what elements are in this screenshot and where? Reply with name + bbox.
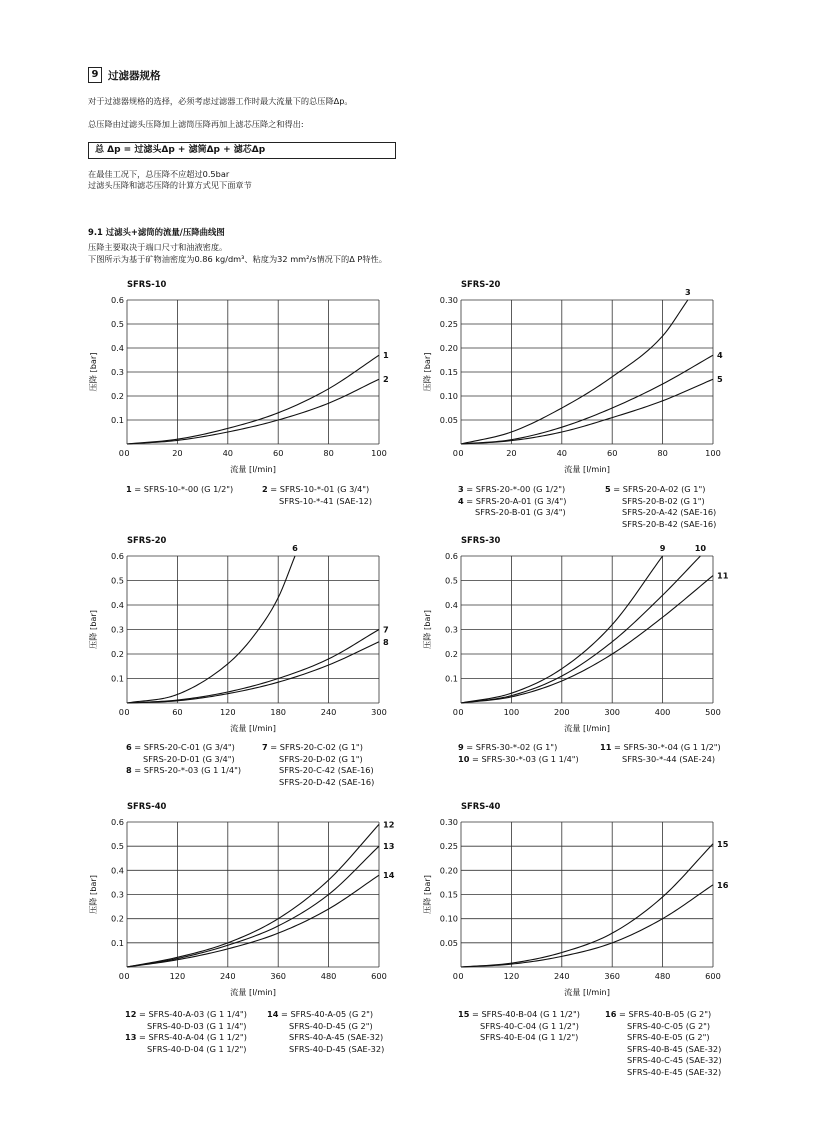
legend-column <box>126 484 233 496</box>
legend-entry-text: SFRS-30-*-44 (SAE-24) <box>622 753 716 764</box>
legend-entry <box>125 1032 247 1044</box>
legend-entry-text: = SFRS-10-*-00 (G 1/2") <box>131 484 234 494</box>
note-line-1: 在最佳工况下，总压降不应超过0.5bar <box>88 169 230 179</box>
chart-title: SFRS-20 <box>461 279 501 289</box>
series-line-1 <box>127 355 379 444</box>
legend-entry-text: SFRS-20-C-42 (SAE-16) <box>279 765 374 775</box>
legend-entry-text: = SFRS-20-A-02 (G 1") <box>610 484 706 494</box>
x-tick-label: 40 <box>556 448 568 458</box>
y-tick-label: 0.3 <box>444 624 458 635</box>
series-line-13 <box>127 846 379 967</box>
y-tick-label: 0.1 <box>110 673 124 684</box>
legend-column <box>600 742 721 765</box>
series-line-11 <box>461 576 713 703</box>
legend-entry-text: = SFRS-40-A-04 (G 1 1/2") <box>136 1032 247 1042</box>
legend-entry-number: 11 <box>600 742 612 752</box>
series-label-14: 14 <box>383 870 395 881</box>
legend-entry-text: SFRS-40-D-45 (G 2") <box>289 1020 373 1031</box>
legend-entry-text: = SFRS-20-*-00 (G 1/2") <box>463 484 566 494</box>
legend-column <box>262 484 372 507</box>
series-line-7 <box>127 630 379 704</box>
series-line-16 <box>461 885 713 967</box>
legend-entry-number: 8 <box>126 765 132 775</box>
x-tick-label: 400 <box>654 707 671 717</box>
x-tick-label: 480 <box>654 971 671 981</box>
y-tick-label: 0.15 <box>439 367 458 377</box>
y-tick-label: 0.1 <box>444 673 458 684</box>
series-label-5: 5 <box>717 374 723 385</box>
legend-entry-text: SFRS-40-E-04 (G 1 1/2") <box>480 1032 579 1042</box>
series-label-13: 13 <box>383 841 395 852</box>
x-tick-label: 360 <box>270 971 287 981</box>
legend-entry-number: 15 <box>458 1009 470 1019</box>
legend-entry <box>267 1032 384 1044</box>
legend-column <box>125 1009 247 1055</box>
x-axis-label: 流量 [l/min] <box>230 723 276 733</box>
y-tick-label: 0 <box>118 971 124 981</box>
legend-entry-text: SFRS-40-A-45 (SAE-32) <box>289 1032 384 1042</box>
y-tick-label: 0 <box>452 707 458 717</box>
x-tick-label: 0 <box>458 971 464 981</box>
legend-entry-number: 3 <box>458 484 464 494</box>
x-tick-label: 600 <box>705 971 721 981</box>
legend-entry-text: SFRS-20-D-01 (G 3/4") <box>143 753 235 764</box>
legend-entry <box>267 1021 384 1033</box>
x-tick-label: 0 <box>124 448 130 458</box>
legend-entry-text: = SFRS-20-A-01 (G 3/4") <box>463 495 567 506</box>
legend-entry-text: SFRS-40-D-04 (G 1 1/2") <box>147 1043 247 1054</box>
y-tick-label: 0 <box>118 707 124 717</box>
legend-entry-number: 10 <box>458 753 470 764</box>
chart-title: SFRS-10 <box>127 279 167 289</box>
legend-entry-text: SFRS-40-E-05 (G 2") <box>627 1032 710 1042</box>
legend-entry-number: 7 <box>262 742 268 752</box>
y-tick-label: 0.6 <box>110 295 124 305</box>
legend-entry <box>458 1032 580 1044</box>
legend-column <box>605 484 716 530</box>
y-tick-label: 0.6 <box>110 817 124 827</box>
legend-entry <box>125 1021 247 1033</box>
legend-entry <box>262 765 374 777</box>
x-tick-label: 80 <box>657 448 668 458</box>
legend-entry-text: SFRS-20-B-01 (G 3/4") <box>475 507 566 517</box>
y-tick-label: 0.20 <box>439 343 458 353</box>
y-tick-label: 0.3 <box>110 624 124 635</box>
legend-entry <box>605 1044 722 1056</box>
legend-entry <box>126 765 241 777</box>
x-axis-label: 流量 [l/min] <box>564 987 610 997</box>
subsection-line-1: 压降主要取决于端口尺寸和油液密度。 <box>88 242 228 252</box>
series-line-15 <box>461 844 713 967</box>
series-label-6: 6 <box>292 543 298 553</box>
legend-entry <box>125 1009 247 1021</box>
x-tick-label: 120 <box>219 707 236 717</box>
x-tick-label: 240 <box>320 707 337 717</box>
legend-entry-text: = SFRS-30-*-02 (G 1") <box>463 742 558 752</box>
section-title: 过滤器规格 <box>108 70 161 82</box>
y-tick-label: 0 <box>118 448 124 458</box>
legend-entry-text: SFRS-40-E-45 (SAE-32) <box>627 1066 722 1077</box>
x-axis-label: 流量 [l/min] <box>230 464 276 474</box>
series-line-4 <box>461 355 713 444</box>
x-tick-label: 480 <box>320 971 337 981</box>
chart-title: SFRS-40 <box>461 801 501 811</box>
x-tick-label: 120 <box>503 971 520 981</box>
series-label-3: 3 <box>684 287 691 297</box>
x-tick-label: 100 <box>503 707 520 717</box>
y-axis-label: 压降 [bar] <box>422 352 432 392</box>
section-number-box: 9 <box>88 67 102 83</box>
x-tick-label: 120 <box>169 971 186 981</box>
chart-title: SFRS-40 <box>127 801 167 811</box>
chart-title: SFRS-20 <box>127 535 167 545</box>
y-axis-label: 压降 [bar] <box>422 610 432 649</box>
legend-entry <box>262 754 374 766</box>
x-tick-label: 0 <box>124 971 130 981</box>
series-label-11: 11 <box>717 570 729 581</box>
series-label-8: 8 <box>383 636 389 647</box>
legend-entry <box>605 1055 722 1067</box>
y-tick-label: 0.2 <box>444 649 458 659</box>
legend-entry <box>126 484 233 496</box>
series-line-8 <box>127 642 379 703</box>
legend-entry <box>458 1021 580 1033</box>
x-axis-label: 流量 [l/min] <box>564 723 610 733</box>
legend-entry <box>267 1009 384 1021</box>
legend-entry <box>458 754 579 766</box>
legend-entry <box>605 1021 722 1033</box>
legend-column <box>458 742 579 765</box>
y-tick-label: 0.5 <box>444 575 458 586</box>
y-tick-label: 0.15 <box>439 889 458 900</box>
x-tick-label: 100 <box>371 448 387 458</box>
legend-entry <box>262 496 372 508</box>
y-tick-label: 0.05 <box>439 415 458 425</box>
series-label-4: 4 <box>717 350 723 361</box>
intro-paragraph-1: 对于过滤器规格的选择，必须考虑过滤器工作时最大流量下的总压降Δp。 <box>88 96 353 106</box>
y-tick-label: 0 <box>452 971 458 981</box>
legend-entry-text: = SFRS-20-C-01 (G 3/4") <box>131 742 235 752</box>
legend-entry <box>605 484 716 496</box>
x-tick-label: 60 <box>606 448 618 458</box>
x-tick-label: 60 <box>272 448 284 458</box>
x-tick-label: 20 <box>506 448 517 458</box>
legend-entry <box>605 496 716 508</box>
legend-entry <box>458 507 566 519</box>
legend-column <box>458 1009 580 1044</box>
legend-entry <box>605 1032 722 1044</box>
x-axis-label: 流量 [l/min] <box>230 987 276 997</box>
legend-entry-text: SFRS-40-B-45 (SAE-32) <box>627 1043 722 1054</box>
intro-paragraph-2: 总压降由过滤头压降加上滤筒压降再加上滤芯压降之和得出: <box>88 119 304 129</box>
x-tick-label: 180 <box>270 707 287 717</box>
y-tick-label: 0.2 <box>110 391 124 401</box>
legend-entry <box>262 484 372 496</box>
legend-column <box>262 742 374 788</box>
legend-entry-text: SFRS-20-D-42 (SAE-16) <box>279 776 375 787</box>
legend-entry-text: SFRS-40-C-45 (SAE-32) <box>627 1055 722 1065</box>
x-axis-label: 流量 [l/min] <box>564 464 610 474</box>
legend-entry-number: 5 <box>605 484 611 494</box>
series-label-7: 7 <box>383 624 389 635</box>
y-tick-label: 0.4 <box>110 865 124 876</box>
y-axis-label: 压降 [bar] <box>88 610 98 649</box>
y-tick-label: 0.10 <box>439 913 458 924</box>
x-tick-label: 240 <box>219 971 236 981</box>
x-tick-label: 360 <box>604 971 621 981</box>
legend-entry-text: SFRS-40-D-45 (SAE-32) <box>289 1043 385 1054</box>
legend-entry <box>126 742 241 754</box>
series-label-1: 1 <box>383 350 389 361</box>
legend-entry <box>262 742 374 754</box>
series-line-5 <box>461 379 713 444</box>
y-tick-label: 0.10 <box>439 391 458 401</box>
legend-entry <box>605 507 716 519</box>
x-tick-label: 200 <box>553 707 570 717</box>
y-tick-label: 0.5 <box>110 319 124 329</box>
y-tick-label: 0.5 <box>110 841 124 852</box>
legend-entry <box>458 742 579 754</box>
y-tick-label: 0.6 <box>444 551 458 561</box>
legend-entry-text: SFRS-20-B-42 (SAE-16) <box>622 518 717 529</box>
legend-entry-number: 16 <box>605 1009 617 1019</box>
y-tick-label: 0.20 <box>439 865 458 876</box>
legend-entry-text: = SFRS-40-A-03 (G 1 1/4") <box>136 1009 247 1019</box>
legend-entry-text: SFRS-20-A-42 (SAE-16) <box>622 507 717 517</box>
series-label-9: 9 <box>659 543 666 553</box>
y-tick-label: 0.30 <box>439 817 458 827</box>
legend-entry <box>600 754 721 766</box>
subsection-line-2: 下图所示为基于矿物油密度为0.86 kg/dm³、粘度为32 mm²/s情况下的Δ P特性。 <box>88 254 387 264</box>
y-tick-label: 0.6 <box>110 551 124 561</box>
series-line-2 <box>127 379 379 444</box>
legend-entry <box>267 1044 384 1056</box>
x-tick-label: 100 <box>705 448 721 458</box>
x-tick-label: 0 <box>458 707 464 717</box>
y-tick-label: 0.25 <box>439 319 458 329</box>
x-tick-label: 300 <box>604 707 621 717</box>
legend-column <box>126 742 241 777</box>
y-tick-label: 0.1 <box>110 415 124 425</box>
y-tick-label: 0.3 <box>110 889 124 900</box>
y-tick-label: 0.25 <box>439 841 458 852</box>
y-tick-label: 0.05 <box>439 937 458 948</box>
legend-entry-text: SFRS-20-B-02 (G 1") <box>622 495 705 506</box>
legend-entry-number: 1 <box>126 484 132 494</box>
y-tick-label: 0 <box>452 448 458 458</box>
y-tick-label: 0.1 <box>110 937 124 948</box>
x-tick-label: 0 <box>458 448 464 458</box>
formula-box: 总 Δp = 过滤头Δp + 滤筒Δp + 滤芯Δp <box>88 142 396 159</box>
legend-entry <box>600 742 721 754</box>
series-label-2: 2 <box>383 374 389 385</box>
legend-entry <box>458 496 566 508</box>
legend-entry <box>605 1009 722 1021</box>
y-tick-label: 0.4 <box>110 600 124 610</box>
legend-column <box>605 1009 722 1078</box>
chart-title: SFRS-30 <box>461 535 501 545</box>
legend-entry <box>126 754 241 766</box>
legend-entry <box>458 1009 580 1021</box>
legend-entry-text: SFRS-40-D-03 (G 1 1/4") <box>147 1020 247 1031</box>
y-tick-label: 0.30 <box>439 295 458 305</box>
y-tick-label: 0.5 <box>110 575 124 586</box>
legend-entry-number: 4 <box>458 495 464 506</box>
legend-entry <box>262 777 374 789</box>
legend-entry-text: SFRS-40-C-04 (G 1 1/2") <box>480 1020 579 1031</box>
legend-entry <box>605 519 716 531</box>
legend-entry <box>125 1044 247 1056</box>
x-tick-label: 40 <box>222 448 234 458</box>
x-tick-label: 300 <box>371 707 387 717</box>
legend-entry <box>458 484 566 496</box>
y-tick-label: 0.4 <box>110 343 124 353</box>
legend-entry-text: = SFRS-20-C-02 (G 1") <box>267 742 363 752</box>
legend-entry-text: = SFRS-20-*-03 (G 1 1/4") <box>131 765 242 775</box>
x-tick-label: 0 <box>124 707 130 717</box>
legend-entry-text: SFRS-40-C-05 (G 2") <box>627 1020 711 1031</box>
y-tick-label: 0.4 <box>444 600 458 610</box>
legend-entry-text: = SFRS-40-A-05 (G 2") <box>278 1009 374 1019</box>
y-axis-label: 压降 [bar] <box>422 875 432 914</box>
legend-entry-number: 14 <box>267 1009 279 1019</box>
x-tick-label: 20 <box>172 448 183 458</box>
legend-column <box>458 484 566 519</box>
series-label-12: 12 <box>383 819 395 830</box>
legend-entry-text: SFRS-20-D-02 (G 1") <box>279 753 363 764</box>
series-label-15: 15 <box>717 838 729 849</box>
series-line-14 <box>127 875 379 967</box>
y-tick-label: 0.2 <box>110 913 124 924</box>
x-tick-label: 240 <box>553 971 570 981</box>
legend-column <box>267 1009 384 1055</box>
legend-entry-text: = SFRS-40-B-05 (G 2") <box>616 1009 712 1019</box>
note-line-2: 过滤头压降和滤芯压降的计算方式见下面章节 <box>88 180 252 190</box>
y-axis-label: 压降 [bar] <box>88 352 98 392</box>
legend-entry-text: = SFRS-30-*-03 (G 1 1/4") <box>469 753 579 764</box>
y-tick-label: 0.2 <box>110 649 124 659</box>
x-tick-label: 60 <box>172 707 183 717</box>
x-tick-label: 80 <box>323 448 334 458</box>
y-tick-label: 0.3 <box>110 367 124 377</box>
legend-entry-number: 6 <box>126 742 132 752</box>
legend-entry-text: SFRS-10-*-41 (SAE-12) <box>279 495 373 506</box>
legend-entry-number: 13 <box>125 1032 137 1042</box>
legend-entry-text: = SFRS-10-*-01 (G 3/4") <box>267 484 370 494</box>
legend-entry-text: = SFRS-30-*-04 (G 1 1/2") <box>611 742 721 752</box>
subsection-title: 9.1 过滤头+滤筒的流量/压降曲线图 <box>88 227 225 237</box>
legend-entry-number: 12 <box>125 1009 137 1019</box>
legend-entry-text: = SFRS-40-B-04 (G 1 1/2") <box>469 1009 580 1019</box>
legend-entry <box>605 1067 722 1079</box>
x-tick-label: 500 <box>705 707 721 717</box>
series-label-16: 16 <box>717 879 729 890</box>
legend-entry-number: 9 <box>458 742 464 752</box>
series-label-10: 10 <box>694 543 707 553</box>
legend-entry-number: 2 <box>262 484 268 494</box>
y-axis-label: 压降 [bar] <box>88 875 98 914</box>
x-tick-label: 600 <box>371 971 387 981</box>
